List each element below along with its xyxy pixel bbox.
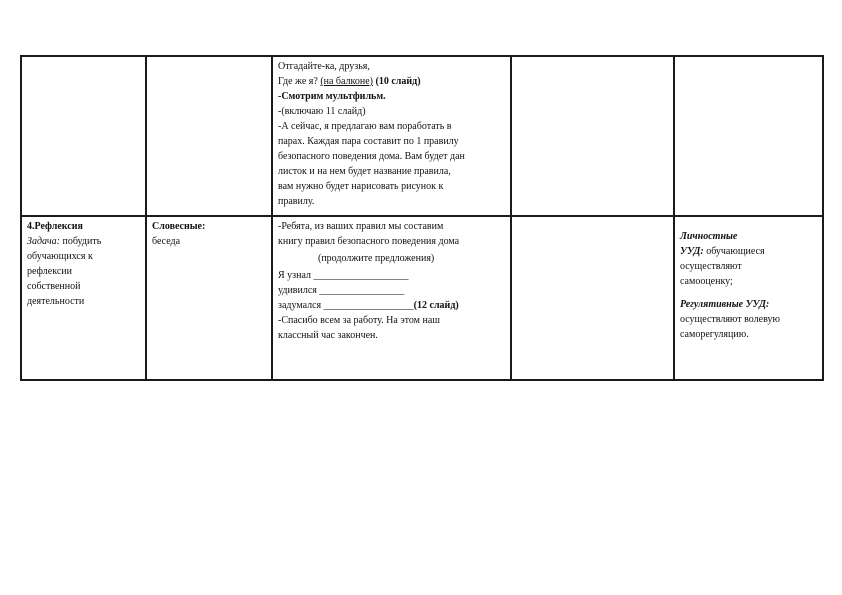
text-line: деятельности xyxy=(27,296,85,307)
text-line: парах. Каждая пара составит по 1 правилу xyxy=(278,136,459,147)
text-line: Личностные xyxy=(680,231,738,242)
table-cell-teacher-activity xyxy=(272,216,511,380)
text-line: Словесные: xyxy=(152,221,206,232)
table-cell-methods xyxy=(146,56,272,216)
text-line: Регулятивные УУД: xyxy=(680,299,770,310)
table-cell-student-activity xyxy=(511,56,674,216)
text-line: -Ребята, из ваших правил мы составим xyxy=(278,221,444,232)
text-line: -Смотрим мультфильм. xyxy=(278,91,386,102)
text-line: (продолжите предложения) xyxy=(318,253,435,264)
table-row xyxy=(21,56,823,216)
spacer xyxy=(680,289,817,297)
text-line: осуществляют волевую xyxy=(680,314,780,325)
text-line: -Спасибо всем за работу. На этом наш xyxy=(278,315,440,326)
stage-title: 4.Рефлексия xyxy=(27,221,83,232)
text-line: осуществляют xyxy=(680,261,742,272)
text-line: классный час закончен. xyxy=(278,330,378,341)
text-line: Задача: побудить xyxy=(27,236,102,247)
lesson-plan-table xyxy=(20,55,824,381)
table-cell-uud xyxy=(674,56,823,216)
text-line: обучающихся к xyxy=(27,251,93,262)
table-row xyxy=(21,216,823,380)
table-cell-uud xyxy=(674,216,823,380)
text-line: -А сейчас, я предлагаю вам поработать в xyxy=(278,121,452,132)
text-line: правилу. xyxy=(278,196,315,207)
text-line: задумался __________________(12 слайд) xyxy=(278,300,459,311)
text-line: Я узнал ___________________ xyxy=(278,270,409,281)
text-line: рефлексии xyxy=(27,266,72,277)
text-line: Где же я? (на балконе) (10 слайд) xyxy=(278,76,421,87)
text-line: саморегуляцию. xyxy=(680,329,749,340)
table-cell-stage xyxy=(21,216,146,380)
text-line: беседа xyxy=(152,236,181,247)
text-line: самооценку; xyxy=(680,276,733,287)
table-cell-stage xyxy=(21,56,146,216)
text-line: вам нужно будет нарисовать рисунок к xyxy=(278,181,444,192)
text-line: листок и на нем будет название правила, xyxy=(278,166,451,177)
text-line: УУД: обучающиеся xyxy=(680,246,765,257)
text-line: книгу правил безопасного поведения дома xyxy=(278,236,460,247)
text-line: Отгадайте-ка, друзья, xyxy=(278,61,370,72)
text-line: собственной xyxy=(27,281,81,292)
table-cell-teacher-activity xyxy=(272,56,511,216)
table-cell-methods xyxy=(146,216,272,380)
text-line: удивился _________________ xyxy=(278,285,405,296)
table-cell-student-activity xyxy=(511,216,674,380)
text-line: безопасного поведения дома. Вам будет дан xyxy=(278,151,465,162)
text-line: -(включаю 11 слайд) xyxy=(278,106,366,117)
